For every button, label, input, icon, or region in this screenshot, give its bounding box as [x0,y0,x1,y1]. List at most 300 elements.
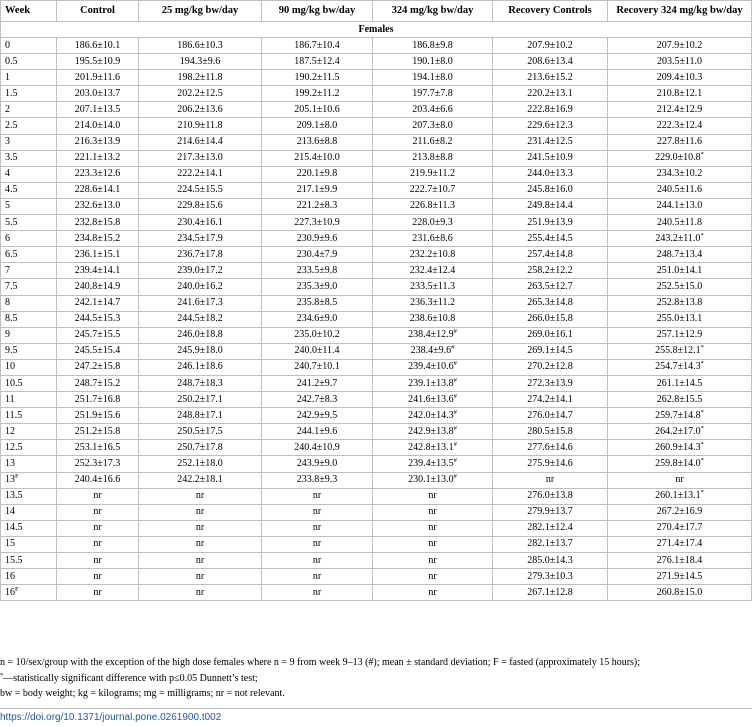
value-cell: 187.5±12.4 [262,54,373,70]
value-cell: 255.4±14.5 [493,231,608,247]
value-cell: 186.6±10.3 [139,38,262,54]
table-row [1,215,752,231]
value-cell: 255.0±13.1 [608,311,752,327]
reduced-n-marker: # [453,328,457,336]
value-cell: 255.8±12.1* [608,343,752,359]
week-cell: 0.5 [1,54,57,70]
week-cell: $13^F$ [1,472,57,488]
table-row [1,198,752,214]
footnote: n = 10/sex/group with the exception of the high dose females where n = 9 from week 9–13 (#); mean ± standard deviation; F = fasted (approximately 15 hours); [0,657,641,668]
value-cell: nr [57,488,139,504]
value-cell: 230.9±9.6 [262,231,373,247]
week-cell: 9.5 [1,343,57,359]
value-cell: nr [373,504,493,520]
value-cell: 220.2±13.1 [493,86,608,102]
reduced-n-marker: # [453,456,457,464]
value-cell: 186.8±9.8 [373,38,493,54]
table-row [1,70,752,86]
table-row [1,54,752,70]
table-row [1,295,752,311]
value-cell: 235.3±9.0 [262,279,373,295]
value-cell: 238.6±10.8 [373,311,493,327]
value-cell: 209.4±10.3 [608,70,752,86]
value-cell: 208.6±13.4 [493,54,608,70]
significance-marker: * [700,151,704,159]
week-cell: 4.5 [1,182,57,198]
value-cell: 212.4±12.9 [608,102,752,118]
value-cell: 214.0±14.0 [57,118,139,134]
week-cell: 15.5 [1,553,57,569]
column-header-90mg: 90 mg/kg bw/day [262,1,373,22]
value-cell: 186.7±10.4 [262,38,373,54]
value-cell: nr [57,504,139,520]
column-header-recovery-324mg: Recovery 324 mg/kg bw/day [608,1,752,22]
fasted-marker: F [15,473,19,481]
week-cell: 13 [1,456,57,472]
table-row [1,231,752,247]
value-cell: nr [57,585,139,601]
value-cell: 215.4±10.0 [262,150,373,166]
value-cell: nr [57,569,139,585]
value-cell: 242.0±14.3# [373,408,493,424]
value-cell: 254.7±14.3* [608,359,752,375]
reduced-n-marker: # [453,376,457,384]
value-cell: 245.8±16.0 [493,182,608,198]
table-row [1,327,752,343]
value-cell: nr [57,520,139,536]
table-row [1,375,752,391]
value-cell: 230.4±7.9 [262,247,373,263]
value-cell: 242.1±14.7 [57,295,139,311]
significance-marker: * [700,344,704,352]
reduced-n-marker: # [453,424,457,432]
column-header-week: Week [1,1,57,22]
value-cell: nr [139,569,262,585]
value-cell: 211.6±8.2 [373,134,493,150]
value-cell: nr [262,520,373,536]
value-cell: 280.5±15.8 [493,424,608,440]
value-cell: 248.8±17.1 [139,408,262,424]
value-cell: 236.7±17.8 [139,247,262,263]
table-row [1,472,752,488]
value-cell: 239.0±17.2 [139,263,262,279]
value-cell: 205.1±10.6 [262,102,373,118]
column-header-25mg: 25 mg/kg bw/day [139,1,262,22]
value-cell: 241.5±10.9 [493,150,608,166]
week-cell: $16^F$ [1,585,57,601]
value-cell: 258.2±12.2 [493,263,608,279]
value-cell: 250.2±17.1 [139,392,262,408]
significance-marker: * [700,360,704,368]
value-cell: 266.0±15.8 [493,311,608,327]
value-cell: 238.4±9.6# [373,343,493,359]
value-cell: nr [57,536,139,552]
value-cell: 246.1±18.6 [139,359,262,375]
value-cell: 253.1±16.5 [57,440,139,456]
value-cell: nr [139,520,262,536]
value-cell: nr [262,504,373,520]
week-cell: 5.5 [1,215,57,231]
table-row [1,102,752,118]
value-cell: 259.7±14.8* [608,408,752,424]
value-cell: 270.2±12.8 [493,359,608,375]
value-cell: 248.7±18.3 [139,375,262,391]
value-cell: 199.2±11.2 [262,86,373,102]
value-cell: 213.8±8.8 [373,150,493,166]
value-cell: nr [493,472,608,488]
week-cell: 16 [1,569,57,585]
value-cell: 245.7±15.5 [57,327,139,343]
value-cell: nr [262,488,373,504]
value-cell: nr [262,569,373,585]
value-cell: 242.7±8.3 [262,392,373,408]
significance-marker: * [700,408,704,416]
value-cell: 276.1±18.4 [608,553,752,569]
table-row [1,553,752,569]
table-row [1,520,752,536]
week-cell: 11.5 [1,408,57,424]
fasted-marker: F [15,585,19,593]
value-cell: 282.1±13.7 [493,536,608,552]
table-row [1,279,752,295]
value-cell: 240.0±16.2 [139,279,262,295]
value-cell: 251.9±13.9 [493,215,608,231]
table-footnotes [0,655,750,702]
doi-link[interactable]: https://doi.org/10.1371/journal.pone.0261900.t002 [0,708,752,723]
value-cell: 271.4±17.4 [608,536,752,552]
week-cell: 3.5 [1,150,57,166]
value-cell: 285.0±14.3 [493,553,608,569]
table-row [1,569,752,585]
value-cell: 235.0±10.2 [262,327,373,343]
column-header-recovery-controls: Recovery Controls [493,1,608,22]
section-label: Females [1,22,752,38]
week-cell: 15 [1,536,57,552]
value-cell: 231.6±8.6 [373,231,493,247]
value-cell: 245.9±18.0 [139,343,262,359]
value-cell: 244.5±15.3 [57,311,139,327]
table-row [1,263,752,279]
value-cell: 236.3±11.2 [373,295,493,311]
week-cell: 8.5 [1,311,57,327]
value-cell: 226.8±11.3 [373,198,493,214]
value-cell: 227.8±11.6 [608,134,752,150]
value-cell: 195.5±10.9 [57,54,139,70]
value-cell: 269.0±16.1 [493,327,608,343]
value-cell: 269.1±14.5 [493,343,608,359]
value-cell: nr [139,488,262,504]
value-cell: 264.2±17.0* [608,424,752,440]
value-cell: 190.2±11.5 [262,70,373,86]
column-header-control: Control [57,1,139,22]
significance-marker: * [700,231,704,239]
table-row [1,118,752,134]
week-cell: 10 [1,359,57,375]
value-cell: 229.6±12.3 [493,118,608,134]
value-cell: 260.1±13.1* [608,488,752,504]
week-cell: 7 [1,263,57,279]
value-cell: 251.0±14.1 [608,263,752,279]
week-cell: 0 [1,38,57,54]
reduced-n-marker: # [453,440,457,448]
value-cell: 203.0±13.7 [57,86,139,102]
table-row [1,247,752,263]
value-cell: nr [262,536,373,552]
week-cell: 10.5 [1,375,57,391]
value-cell: 186.6±10.1 [57,38,139,54]
footnote: bw = body weight; kg = kilograms; mg = milligrams; nr = not relevant. [0,688,285,699]
table-row [1,585,752,601]
reduced-n-marker: # [453,473,457,481]
significance-marker: * [700,424,704,432]
value-cell: 243.9±9.0 [262,456,373,472]
week-cell: 3 [1,134,57,150]
value-cell: nr [262,585,373,601]
value-cell: 240.8±14.9 [57,279,139,295]
value-cell: 221.1±13.2 [57,150,139,166]
value-cell: 234.6±9.0 [262,311,373,327]
value-cell: 230.4±16.1 [139,215,262,231]
value-cell: 232.2±10.8 [373,247,493,263]
value-cell: 207.9±10.2 [493,38,608,54]
week-cell: 6.5 [1,247,57,263]
value-cell: 239.1±13.8# [373,375,493,391]
value-cell: 230.1±13.0# [373,472,493,488]
value-cell: 214.6±14.4 [139,134,262,150]
value-cell: 240.7±10.1 [262,359,373,375]
significance-marker: * [700,440,704,448]
value-cell: 198.2±11.8 [139,70,262,86]
value-cell: 240.4±10.9 [262,440,373,456]
value-cell: nr [57,553,139,569]
value-cell: 234.5±17.9 [139,231,262,247]
table-row [1,311,752,327]
value-cell: 223.3±12.6 [57,166,139,182]
value-cell: 243.2±11.0* [608,231,752,247]
value-cell: nr [139,504,262,520]
value-cell: 207.1±13.5 [57,102,139,118]
value-cell: nr [373,585,493,601]
value-cell: 238.4±12.9# [373,327,493,343]
table-row [1,440,752,456]
value-cell: 203.5±11.0 [608,54,752,70]
value-cell: nr [373,488,493,504]
value-cell: 252.8±13.8 [608,295,752,311]
value-cell: 234.8±15.2 [57,231,139,247]
value-cell: 236.1±15.1 [57,247,139,263]
value-cell: 241.6±13.6# [373,392,493,408]
table-row [1,408,752,424]
week-cell: 12 [1,424,57,440]
value-cell: 276.0±13.8 [493,488,608,504]
value-cell: 206.2±13.6 [139,102,262,118]
week-cell: 2.5 [1,118,57,134]
value-cell: 240.5±11.6 [608,182,752,198]
value-cell: 217.1±9.9 [262,182,373,198]
value-cell: 207.3±8.0 [373,118,493,134]
value-cell: 209.1±8.0 [262,118,373,134]
week-cell: 5 [1,198,57,214]
value-cell: 228.0±9.3 [373,215,493,231]
value-cell: 229.0±10.8* [608,150,752,166]
value-cell: 216.3±13.9 [57,134,139,150]
table-row [1,150,752,166]
table-row [1,166,752,182]
value-cell: 252.3±17.3 [57,456,139,472]
value-cell: 232.6±13.0 [57,198,139,214]
value-cell: nr [373,520,493,536]
value-cell: 242.2±18.1 [139,472,262,488]
header-row [1,1,752,22]
value-cell: 240.0±11.4 [262,343,373,359]
value-cell: nr [139,536,262,552]
value-cell: 222.2±14.1 [139,166,262,182]
value-cell: 250.7±17.8 [139,440,262,456]
value-cell: 244.0±13.3 [493,166,608,182]
table-row [1,456,752,472]
value-cell: 259.8±14.0* [608,456,752,472]
value-cell: 233.8±9.3 [262,472,373,488]
value-cell: 219.9±11.2 [373,166,493,182]
value-cell: 242.9±13.8# [373,424,493,440]
week-cell: 1 [1,70,57,86]
value-cell: 277.6±14.6 [493,440,608,456]
value-cell: 260.9±14.3* [608,440,752,456]
table-row [1,359,752,375]
value-cell: 250.5±17.5 [139,424,262,440]
value-cell: 246.0±18.8 [139,327,262,343]
value-cell: 227.3±10.9 [262,215,373,231]
value-cell: 282.1±12.4 [493,520,608,536]
table-row [1,182,752,198]
value-cell: 271.9±14.5 [608,569,752,585]
value-cell: 260.8±15.0 [608,585,752,601]
value-cell: 217.3±13.0 [139,150,262,166]
value-cell: 262.8±15.5 [608,392,752,408]
value-cell: 194.1±8.0 [373,70,493,86]
value-cell: 263.5±12.7 [493,279,608,295]
value-cell: 239.4±13.5# [373,456,493,472]
significance-marker: * [700,456,704,464]
week-cell: 9 [1,327,57,343]
value-cell: 241.6±17.3 [139,295,262,311]
value-cell: 242.9±9.5 [262,408,373,424]
value-cell: 251.9±15.6 [57,408,139,424]
reduced-n-marker: # [453,408,457,416]
value-cell: 190.1±8.0 [373,54,493,70]
week-cell: 13.5 [1,488,57,504]
value-cell: 267.1±12.8 [493,585,608,601]
value-cell: 257.1±12.9 [608,327,752,343]
reduced-n-marker: # [451,344,455,352]
value-cell: 202.2±12.5 [139,86,262,102]
week-cell: 11 [1,392,57,408]
reduced-n-marker: # [453,360,457,368]
table-row [1,38,752,54]
value-cell: 234.3±10.2 [608,166,752,182]
value-cell: 241.2±9.7 [262,375,373,391]
value-cell: 197.7±7.8 [373,86,493,102]
value-cell: 265.3±14.8 [493,295,608,311]
table-row [1,392,752,408]
value-cell: nr [139,553,262,569]
value-cell: 235.8±8.5 [262,295,373,311]
value-cell: 245.5±15.4 [57,343,139,359]
value-cell: 233.5±9.8 [262,263,373,279]
week-cell: 7.5 [1,279,57,295]
value-cell: 252.5±15.0 [608,279,752,295]
table-row [1,504,752,520]
value-cell: 244.1±9.6 [262,424,373,440]
week-cell: 8 [1,295,57,311]
value-cell: 210.9±11.8 [139,118,262,134]
table-row [1,424,752,440]
section-row-females [1,22,752,38]
value-cell: 248.7±13.4 [608,247,752,263]
value-cell: 240.4±16.6 [57,472,139,488]
value-cell: 251.7±16.8 [57,392,139,408]
value-cell: 239.4±10.6# [373,359,493,375]
value-cell: 222.8±16.9 [493,102,608,118]
value-cell: 201.9±11.6 [57,70,139,86]
value-cell: nr [373,569,493,585]
value-cell: 276.0±14.7 [493,408,608,424]
column-header-324mg: 324 mg/kg bw/day [373,1,493,22]
value-cell: 272.3±13.9 [493,375,608,391]
value-cell: 279.9±13.7 [493,504,608,520]
value-cell: 222.7±10.7 [373,182,493,198]
value-cell: 203.4±6.6 [373,102,493,118]
value-cell: nr [373,536,493,552]
table-row [1,536,752,552]
value-cell: nr [262,553,373,569]
table-row [1,134,752,150]
value-cell: 231.4±12.5 [493,134,608,150]
value-cell: 233.5±11.3 [373,279,493,295]
reduced-n-marker: # [453,392,457,400]
value-cell: 249.8±14.4 [493,198,608,214]
value-cell: 232.8±15.8 [57,215,139,231]
footnote-text: —statistically significant difference with p≤0.05 Dunnett’s test; [3,672,258,684]
week-cell: 6 [1,231,57,247]
value-cell: 279.3±10.3 [493,569,608,585]
value-cell: 274.2±14.1 [493,392,608,408]
significance-marker: * [700,489,704,497]
value-cell: 244.1±13.0 [608,198,752,214]
table-row [1,488,752,504]
value-cell: 239.4±14.1 [57,263,139,279]
value-cell: 229.8±15.6 [139,198,262,214]
value-cell: 270.4±17.7 [608,520,752,536]
table-row [1,343,752,359]
value-cell: 232.4±12.4 [373,263,493,279]
week-cell: 2 [1,102,57,118]
week-cell: 12.5 [1,440,57,456]
value-cell: 221.2±8.3 [262,198,373,214]
footnote-significance: *—statistically significant difference with p≤0.05 Dunnett’s test; [0,671,258,684]
value-cell: 244.5±18.2 [139,311,262,327]
value-cell: 257.4±14.8 [493,247,608,263]
value-cell: 213.6±8.8 [262,134,373,150]
value-cell: 251.2±15.8 [57,424,139,440]
value-cell: 213.6±15.2 [493,70,608,86]
table-row [1,86,752,102]
value-cell: 207.9±10.2 [608,38,752,54]
value-cell: 247.2±15.8 [57,359,139,375]
value-cell: 248.7±15.2 [57,375,139,391]
value-cell: 220.1±9.8 [262,166,373,182]
value-cell: 252.1±18.0 [139,456,262,472]
